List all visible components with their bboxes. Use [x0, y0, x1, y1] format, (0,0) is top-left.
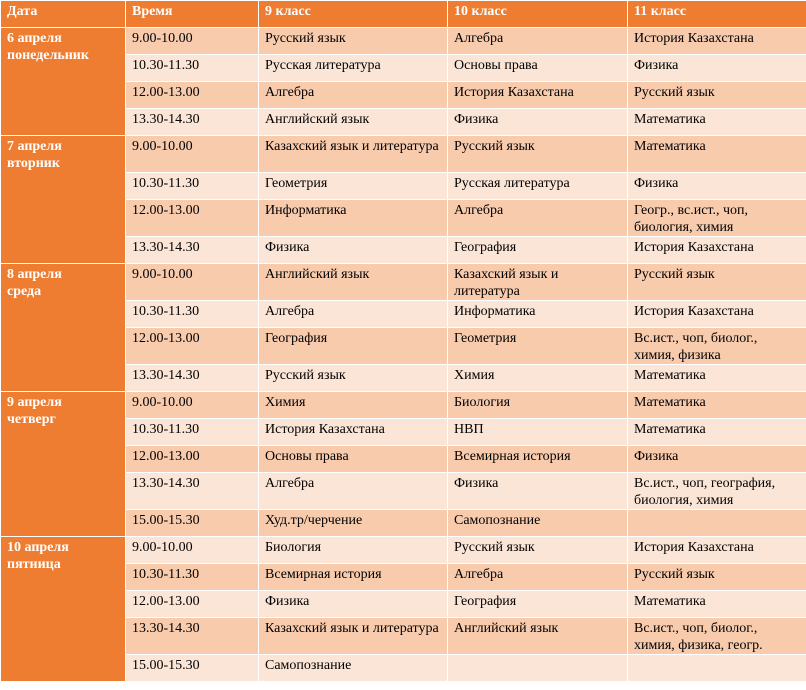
subject-cell-g10: Английский язык — [448, 618, 628, 655]
subject-cell-g11: История Казахстана — [628, 237, 806, 264]
subject-cell-g9: Английский язык — [259, 264, 448, 301]
subject-cell-g9: Физика — [259, 591, 448, 618]
subject-cell-g11: Геогр., вс.ист., чоп, биология, химия — [628, 200, 806, 237]
time-cell: 13.30-14.30 — [126, 109, 259, 136]
subject-cell-g10: Русский язык — [448, 136, 628, 173]
time-cell: 9.00-10.00 — [126, 28, 259, 55]
subject-cell-g11: Физика — [628, 446, 806, 473]
table-row — [1, 28, 806, 55]
subject-cell-g9: Русский язык — [259, 28, 448, 55]
subject-cell-g11: Вс.ист., чоп, география, биология, химия — [628, 473, 806, 510]
subject-cell-g9: Казахский язык и литература — [259, 136, 448, 173]
header-grade-10: 10 класс — [448, 1, 628, 28]
day-date: 7 апреля — [7, 139, 62, 154]
subject-cell-g10: Алгебра — [448, 200, 628, 237]
subject-cell-g9: Казахский язык и литература — [259, 618, 448, 655]
subject-cell-g11: Математика — [628, 419, 806, 446]
header-date: Дата — [1, 1, 126, 28]
subject-cell-g9: Худ.тр/черчение — [259, 510, 448, 537]
table-row — [1, 264, 806, 301]
subject-cell-g10: Всемирная история — [448, 446, 628, 473]
header-grade-9: 9 класс — [259, 1, 448, 28]
table-row — [1, 392, 806, 419]
subject-cell-g11: Математика — [628, 392, 806, 419]
day-weekday: среда — [7, 284, 42, 299]
subject-cell-g9: Основы права — [259, 446, 448, 473]
subject-cell-g11: Физика — [628, 55, 806, 82]
subject-cell-g10: Самопознание — [448, 510, 628, 537]
subject-cell-g10: Основы права — [448, 55, 628, 82]
subject-cell-g10 — [448, 655, 628, 682]
day-weekday: вторник — [7, 156, 60, 171]
day-date: 10 апреля — [7, 540, 69, 555]
subject-cell-g9: Геометрия — [259, 173, 448, 200]
subject-cell-g11: Физика — [628, 173, 806, 200]
day-date: 9 апреля — [7, 395, 62, 410]
time-cell: 10.30-11.30 — [126, 55, 259, 82]
time-cell: 12.00-13.00 — [126, 200, 259, 237]
day-weekday: пятница — [7, 557, 61, 572]
subject-cell-g11: Русский язык — [628, 264, 806, 301]
subject-cell-g11: Вс.ист., чоп, биолог., химия, физика — [628, 328, 806, 365]
day-cell — [1, 392, 126, 537]
subject-cell-g11: Вс.ист., чоп, биолог., химия, физика, геогр. — [628, 618, 806, 655]
subject-cell-g10: Физика — [448, 473, 628, 510]
header-row — [1, 1, 806, 28]
time-cell: 9.00-10.00 — [126, 264, 259, 301]
time-cell: 9.00-10.00 — [126, 537, 259, 564]
time-cell: 9.00-10.00 — [126, 392, 259, 419]
schedule-body — [1, 28, 806, 682]
day-date: 8 апреля — [7, 267, 62, 282]
day-weekday: четверг — [7, 412, 56, 427]
day-cell — [1, 264, 126, 392]
subject-cell-g9: Алгебра — [259, 82, 448, 109]
time-cell: 12.00-13.00 — [126, 328, 259, 365]
subject-cell-g10: Информатика — [448, 301, 628, 328]
subject-cell-g9: Русский язык — [259, 365, 448, 392]
day-cell — [1, 537, 126, 682]
subject-cell-g11: Математика — [628, 136, 806, 173]
subject-cell-g10: Геометрия — [448, 328, 628, 365]
subject-cell-g11: История Казахстана — [628, 537, 806, 564]
subject-cell-g10: Биология — [448, 392, 628, 419]
time-cell: 12.00-13.00 — [126, 446, 259, 473]
subject-cell-g10: История Казахстана — [448, 82, 628, 109]
subject-cell-g11 — [628, 510, 806, 537]
time-cell: 10.30-11.30 — [126, 173, 259, 200]
subject-cell-g9: История Казахстана — [259, 419, 448, 446]
subject-cell-g10: География — [448, 591, 628, 618]
subject-cell-g9: Алгебра — [259, 301, 448, 328]
time-cell: 15.00-15.30 — [126, 510, 259, 537]
day-weekday: понедельник — [7, 48, 89, 63]
subject-cell-g10: Химия — [448, 365, 628, 392]
subject-cell-g10: Русский язык — [448, 537, 628, 564]
subject-cell-g9: География — [259, 328, 448, 365]
subject-cell-g11: Русский язык — [628, 564, 806, 591]
time-cell: 12.00-13.00 — [126, 591, 259, 618]
subject-cell-g11: История Казахстана — [628, 301, 806, 328]
time-cell: 13.30-14.30 — [126, 365, 259, 392]
time-cell: 10.30-11.30 — [126, 564, 259, 591]
subject-cell-g11: Математика — [628, 109, 806, 136]
time-cell: 12.00-13.00 — [126, 82, 259, 109]
header-time: Время — [126, 1, 259, 28]
day-cell — [1, 136, 126, 264]
subject-cell-g11 — [628, 655, 806, 682]
time-cell: 15.00-15.30 — [126, 655, 259, 682]
header-grade-11: 11 класс — [628, 1, 806, 28]
subject-cell-g9: Алгебра — [259, 473, 448, 510]
subject-cell-g11: Математика — [628, 365, 806, 392]
table-row — [1, 136, 806, 173]
table-row — [1, 537, 806, 564]
subject-cell-g11: История Казахстана — [628, 28, 806, 55]
time-cell: 13.30-14.30 — [126, 237, 259, 264]
subject-cell-g10: Физика — [448, 109, 628, 136]
subject-cell-g10: Алгебра — [448, 28, 628, 55]
subject-cell-g10: Алгебра — [448, 564, 628, 591]
subject-cell-g10: Казахский язык и литература — [448, 264, 628, 301]
subject-cell-g9: Физика — [259, 237, 448, 264]
subject-cell-g9: Биология — [259, 537, 448, 564]
subject-cell-g10: НВП — [448, 419, 628, 446]
subject-cell-g9: Русская литература — [259, 55, 448, 82]
subject-cell-g9: Английский язык — [259, 109, 448, 136]
subject-cell-g9: Информатика — [259, 200, 448, 237]
subject-cell-g9: Химия — [259, 392, 448, 419]
day-cell — [1, 28, 126, 136]
subject-cell-g9: Самопознание — [259, 655, 448, 682]
subject-cell-g9: Всемирная история — [259, 564, 448, 591]
time-cell: 9.00-10.00 — [126, 136, 259, 173]
subject-cell-g10: Русская литература — [448, 173, 628, 200]
subject-cell-g11: Русский язык — [628, 82, 806, 109]
subject-cell-g10: География — [448, 237, 628, 264]
time-cell: 13.30-14.30 — [126, 618, 259, 655]
subject-cell-g11: Математика — [628, 591, 806, 618]
day-date: 6 апреля — [7, 31, 62, 46]
time-cell: 10.30-11.30 — [126, 301, 259, 328]
time-cell: 13.30-14.30 — [126, 473, 259, 510]
time-cell: 10.30-11.30 — [126, 419, 259, 446]
